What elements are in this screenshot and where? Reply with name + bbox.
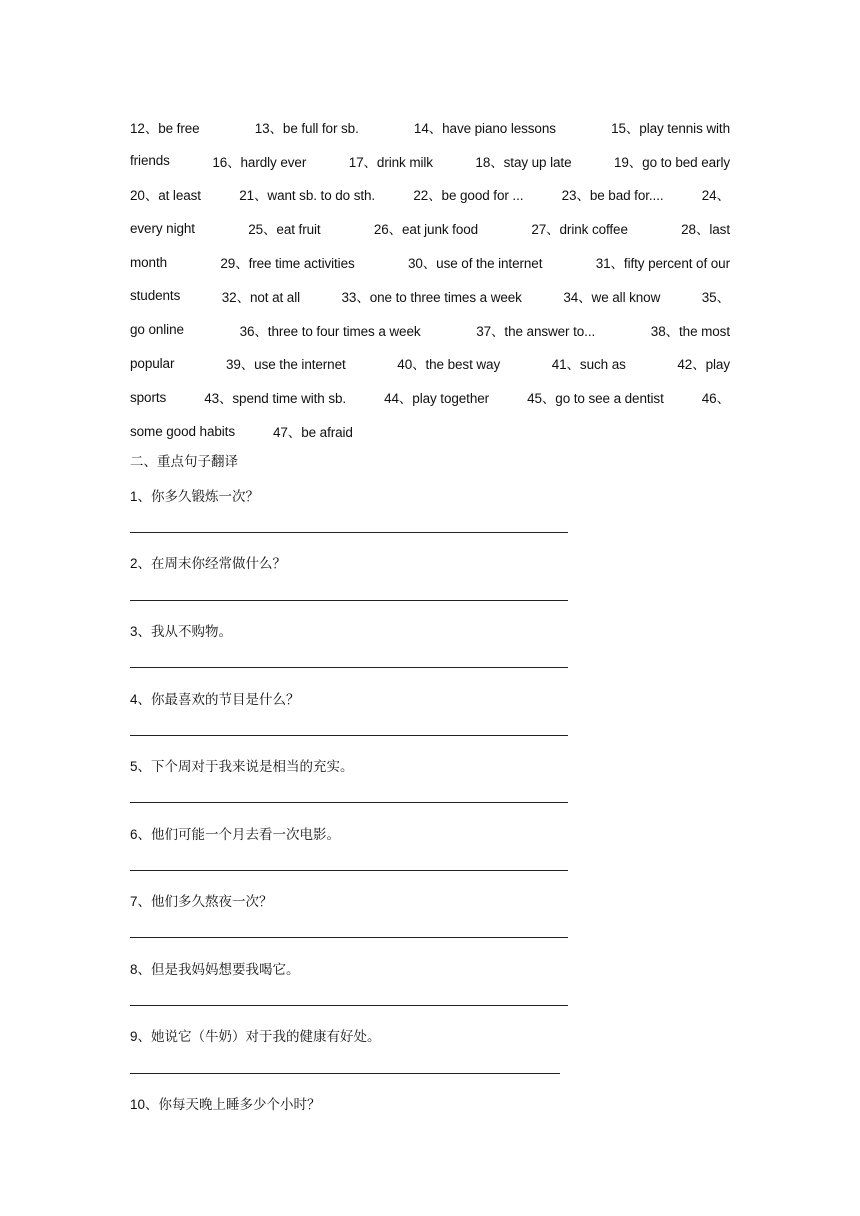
phrase-item: 25、eat fruit	[248, 222, 321, 238]
phrase-item: 39、use the internet	[225, 357, 346, 373]
phrase-item: 36、three to four times a week	[239, 323, 421, 339]
question-6: 6、他们可能一个月去看一次电影。	[130, 827, 341, 842]
phrase-item: 44、play together	[384, 391, 490, 407]
phrase-item: go online	[130, 322, 184, 338]
phrase-item: 46、	[701, 391, 730, 407]
phrase-item: 35、	[701, 289, 730, 305]
phrase-item: 32、not at all	[221, 289, 300, 305]
phrase-item: 22、be good for ...	[413, 188, 524, 204]
phrase-item: 34、we all know	[563, 289, 661, 305]
phrase-line	[130, 414, 730, 448]
phrase-item: 24、	[701, 188, 730, 204]
phrase-item: 20、at least	[130, 188, 201, 204]
phrase-item: 23、be bad for....	[561, 188, 664, 204]
question-3: 3、我从不购物。	[130, 624, 233, 639]
phrase-item: 40、the best way	[397, 357, 501, 373]
phrase-item: 12、be free	[130, 120, 200, 136]
section-title: 二、重点句子翻译	[130, 454, 238, 469]
phrase-item: popular	[130, 355, 175, 371]
phrase-line	[130, 245, 730, 279]
phrase-item: sports	[130, 389, 167, 405]
phrase-line	[130, 178, 730, 212]
phrase-item: 28、last	[681, 222, 730, 238]
phrase-item: 43、spend time with sb.	[204, 391, 347, 407]
question-2: 2、在周末你经常做什么？	[130, 556, 287, 571]
answer-line	[130, 1005, 568, 1006]
phrase-line	[130, 144, 730, 178]
phrase-item: month	[130, 254, 168, 270]
phrase-item: 13、be full for sb.	[254, 120, 359, 136]
answer-line	[130, 735, 568, 736]
phrase-line	[130, 110, 730, 144]
answer-line	[130, 600, 568, 601]
phrase-line	[130, 279, 730, 313]
phrase-line	[130, 380, 730, 414]
question-4: 4、你最喜欢的节目是什么？	[130, 692, 300, 707]
phrase-item: 41、such as	[551, 357, 626, 373]
phrase-item: 17、drink milk	[348, 154, 433, 170]
question-8: 8、但是我妈妈想要我喝它。	[130, 962, 300, 977]
answer-line	[130, 532, 568, 533]
phrase-item: 42、play	[677, 357, 730, 373]
phrase-line	[130, 313, 730, 347]
phrase-item: 27、drink coffee	[531, 222, 628, 238]
answer-line	[130, 667, 568, 668]
phrase-item: 33、one to three times a week	[341, 289, 522, 305]
phrase-item: 31、fifty percent of our	[595, 256, 730, 272]
phrase-item: 47、be afraid	[272, 425, 353, 441]
question-5: 5、下个周对于我来说是相当的充实。	[130, 759, 354, 774]
phrase-item: 38、the most	[650, 323, 730, 339]
phrase-item: friends	[130, 153, 170, 169]
phrase-item: 26、eat junk food	[373, 222, 479, 238]
phrase-line	[130, 211, 730, 245]
phrase-item: some good habits	[130, 423, 235, 439]
answer-line	[130, 870, 568, 871]
answer-line	[130, 802, 568, 803]
question-1: 1、你多久锻炼一次？	[130, 489, 260, 504]
phrase-item: 30、use of the internet	[407, 256, 543, 272]
phrase-item: 18、stay up late	[475, 154, 572, 170]
question-9: 9、她说它（牛奶）对于我的健康有好处。	[130, 1029, 381, 1044]
phrase-line	[130, 347, 730, 381]
phrase-item: 15、play tennis with	[611, 120, 730, 136]
phrase-item: 29、free time activities	[220, 256, 355, 272]
question-7: 7、他们多久熬夜一次？	[130, 894, 273, 909]
question-10: 10、你每天晚上睡多少个小时？	[130, 1097, 321, 1112]
answer-line	[130, 937, 568, 938]
answer-line	[130, 1073, 560, 1074]
phrase-item: 14、have piano lessons	[413, 120, 556, 136]
phrase-item: 19、go to bed early	[613, 154, 730, 170]
phrase-list	[130, 110, 730, 448]
phrase-item: 37、the answer to...	[476, 323, 596, 339]
phrase-item: 16、hardly ever	[212, 154, 307, 170]
phrase-item: every night	[130, 220, 195, 236]
phrase-item: students	[130, 288, 181, 304]
phrase-item: 45、go to see a dentist	[527, 391, 664, 407]
phrase-item: 21、want sb. to do sth.	[239, 188, 376, 204]
